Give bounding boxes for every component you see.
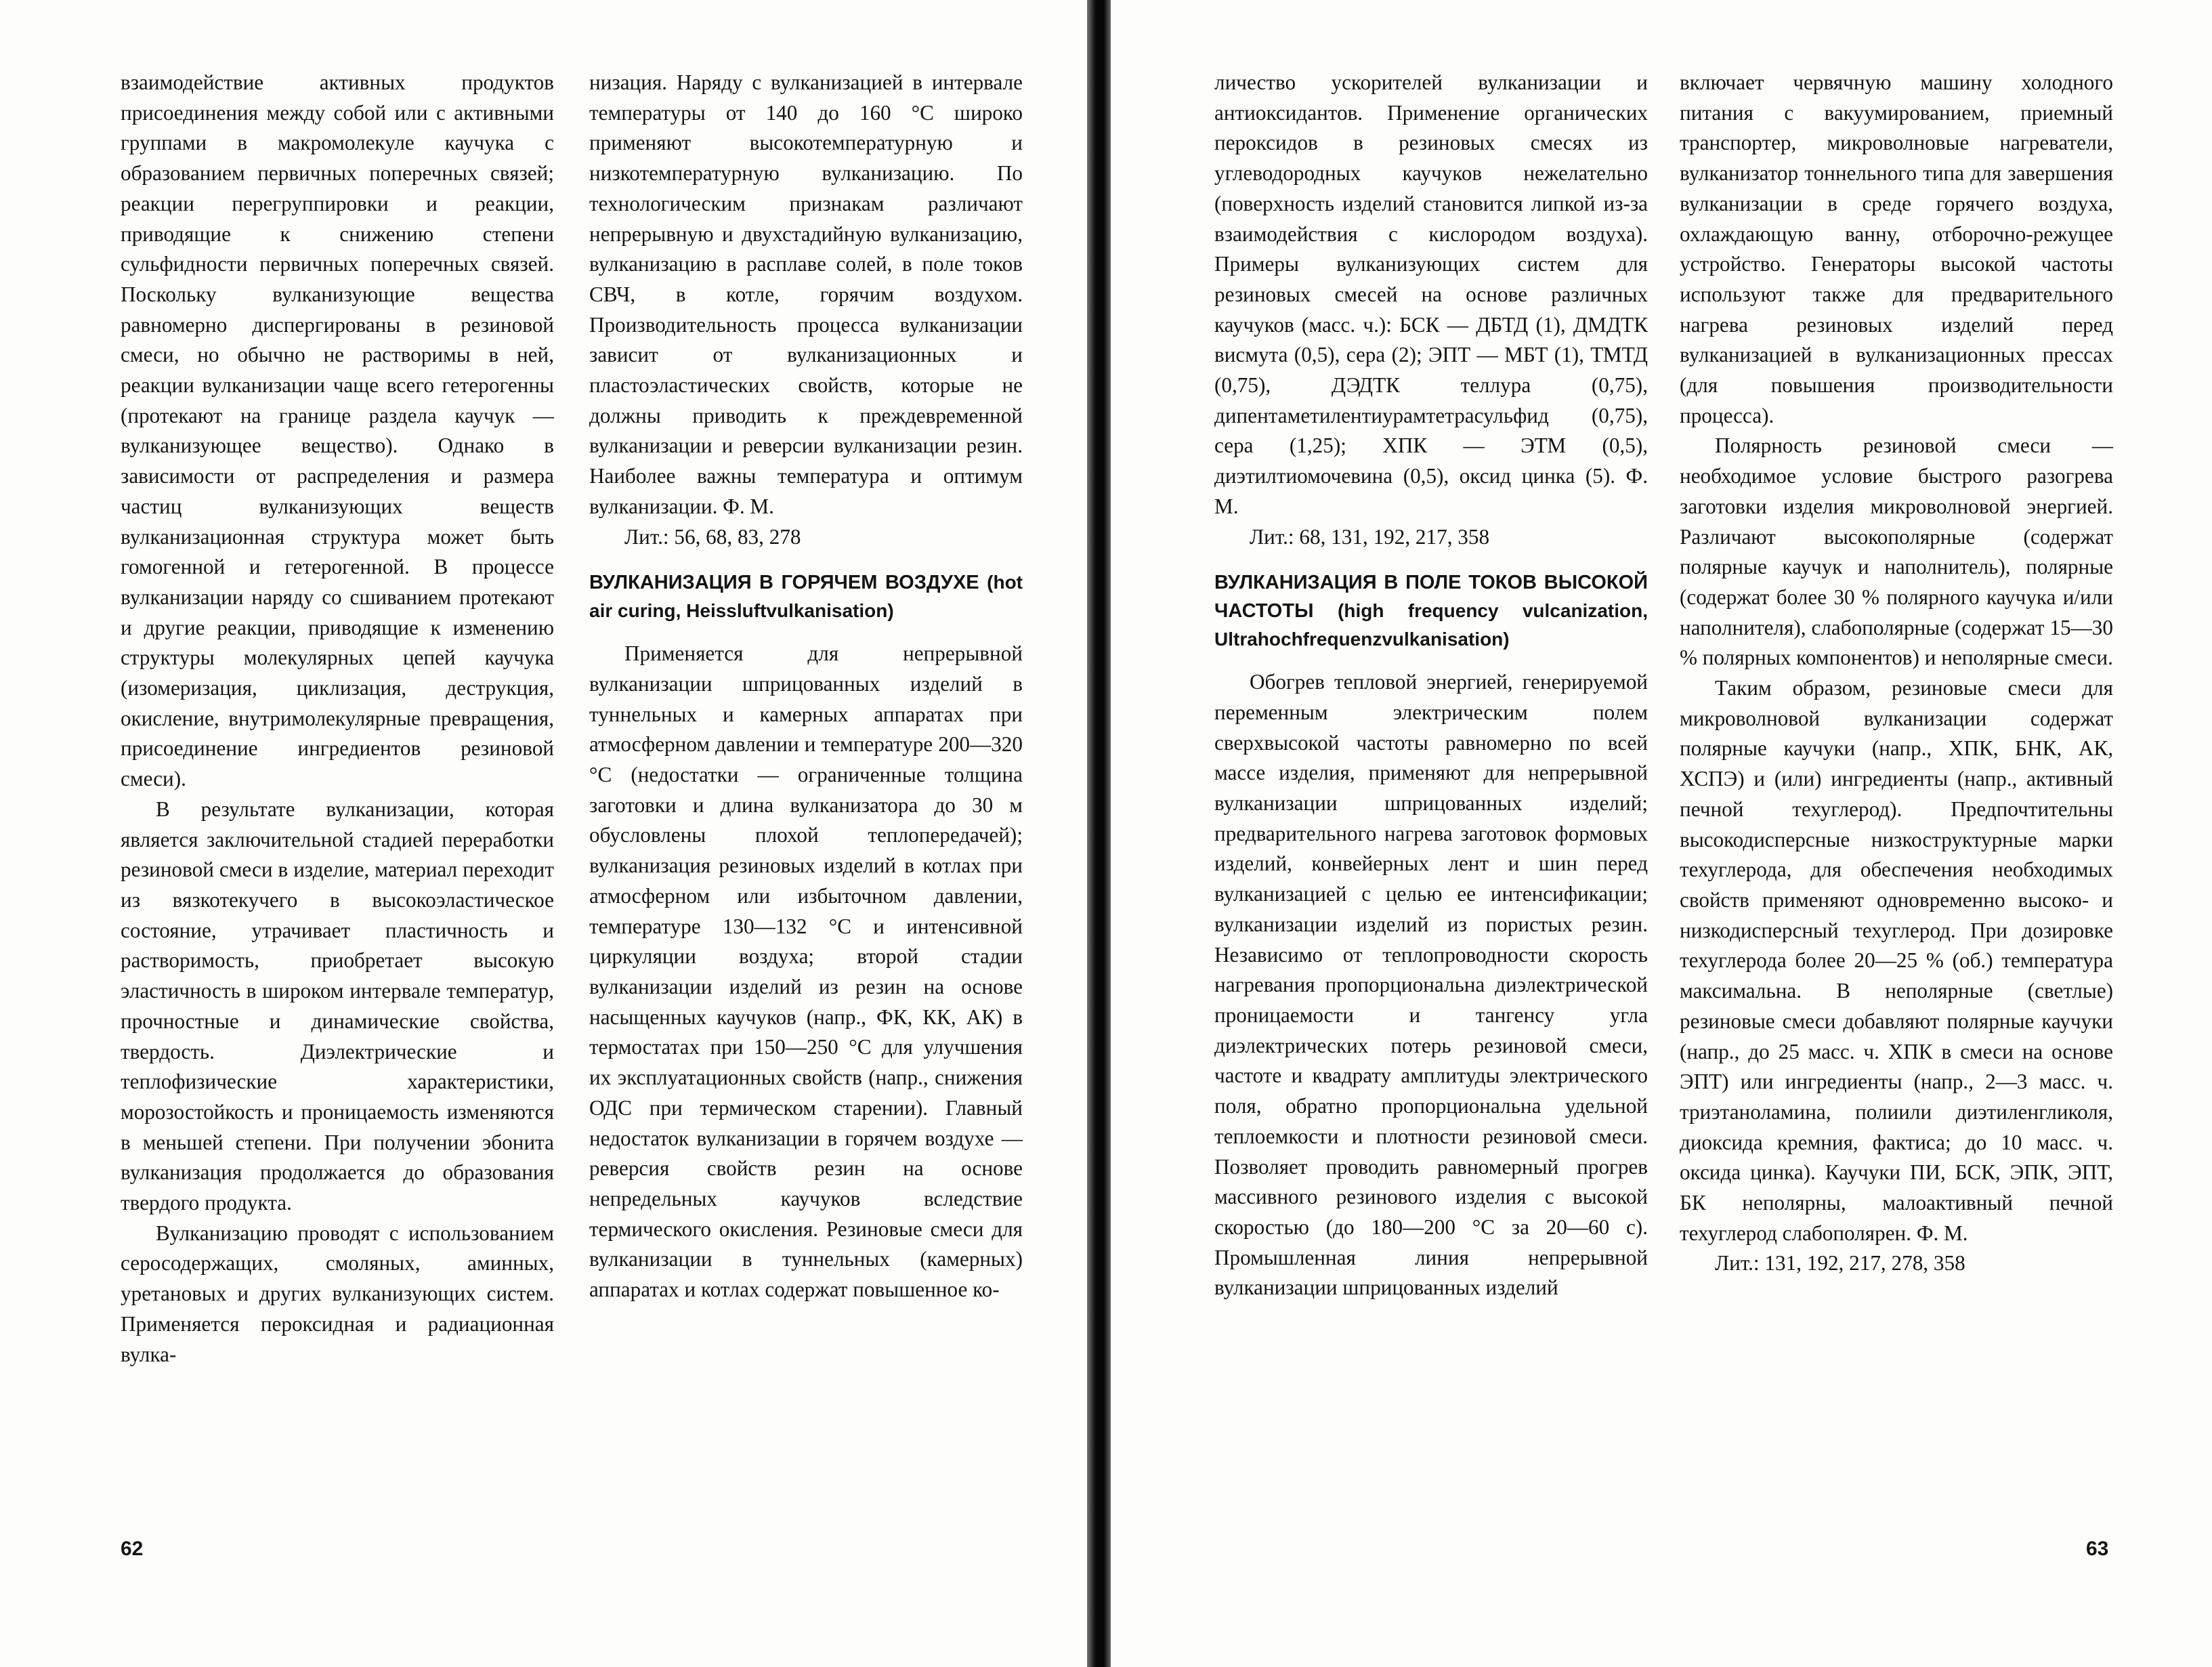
paragraph: личество ускорителей вулканизации и антиоксидантов. Применение органических пероксидов в резиновых смесях из углеводородных каучуков нежелательно (поверхность изделий становится липкой из-за взаимодействия с кислородом воздуха). Примеры вулканизующих систем для резиновых смесей на основе различных каучуков (масс. ч.): БСК — ДБТД (1), ДМДТК висмута (0,5), сера (2); ЭПТ — МБТ (1), ТМТД (0,75), ДЭДТК теллура (0,75), дипентаметилентиурамтетрасульфид (0,75), сера (1,25); ХПК — ЭТМ (0,5), диэтилтиомочевина (0,5), оксид цинка (5). Ф. М. — [1214, 70, 1648, 518]
page-number: 63 — [2086, 1538, 2109, 1560]
paragraph: Полярность резиновой смеси — необходимое условие быстрого разогрева заготовки изделия микроволновой энергией. Различают высокополярные (содержат полярные каучук и наполнитель), полярные (содержат более 30 % полярного каучука и/или наполнителя), слабополярные (содержат 15—30 % полярных компонентов) и неполярные смеси. — [1680, 434, 2113, 670]
entry-heading-translation: (high frequency vulcanization, Ultrahochfrequenzvulkanisation) — [1214, 600, 1648, 650]
paragraph: Вулканизацию проводят с использованием серосодержащих, смоляных, аминных, уретановых и других вулканизующих систем. Применяется пероксидная и радиационная вулка- — [121, 1221, 554, 1366]
entry-heading-translation: (hot air curing, Heissluftvulkanisation) — [589, 572, 1023, 622]
left-page — [0, 0, 1087, 1667]
entry-heading-title: ВУЛКАНИЗАЦИЯ В ГОРЯЧЕМ ВОЗДУХЕ — [589, 572, 979, 594]
paragraph: В результате вулканизации, которая является заключительной стадией переработки резиновой смеси в изделие, материал переходит из вязкотекучего в высокоэластическое состояние, утрачивает пластичность и растворимость, приобретает высокую эластичность в широком интервале температур, прочностные и динамические свойства, твердость. Диэлектрические и теплофизические характеристики, морозостойкость и проницаемость изменяются в меньшей степени. При получении эбонита вулканизация продолжается до образования твердого продукта. — [121, 797, 554, 1215]
paragraph: взаимодействие активных продуктов присоединения между собой или с активными группами в макромолекуле каучука с образованием первичных поперечных связей; реакции перегруппировки и реакции, приводящие к снижению степени сульфидности первичных поперечных связей. Поскольку вулканизующие вещества равномерно диспергированы в резиновой смеси, но обычно не растворимы в ней, реакции вулканизации чаще всего гетерогенны (протекают на границе раздела каучук — вулканизующее вещество). Однако в зависимости от распределения и размера частиц вулканизующих веществ вулканизационная структура может быть гомогенной и гетерогенной. В процессе вулканизации наряду со сшиванием протекают и другие реакции, приводящие к изменению структуры молекулярных цепей каучука (изомеризация, циклизация, деструкция, окисление, внутримолекулярные превращения, присоединение ингредиентов резиновой смеси). — [121, 70, 554, 791]
literature-reference: Лит.: 68, 131, 192, 217, 358 — [1250, 524, 1490, 549]
entry-heading — [1214, 568, 1648, 654]
left-page-column-1 — [121, 68, 554, 1370]
left-page-column-2 — [589, 68, 1023, 1305]
paragraph: низация. Наряду с вулканизацией в интервале температуры от 140 до 160 °С широко применяют высокотемпературную и низкотемпературную вулканизацию. По технологическим признакам различают непрерывную и двухстадийную вулканизацию, вулканизацию в расплаве солей, в поле токов СВЧ, в котле, горячим воздухом. Производительность процесса вулканизации зависит от вулканизационных и пластоэластических свойств, которые не должны приводить к преждевременной вулканизации и реверсии вулканизации резин. Наиболее важны температура и оптимум вулканизации. Ф. М. — [589, 70, 1023, 518]
literature-reference: Лит.: 131, 192, 217, 278, 358 — [1715, 1251, 1965, 1275]
paragraph: включает червячную машину холодного питания с вакуумированием, приемный транспортер, микроволновые нагреватели, вулканизатор тоннельного типа для завершения вулканизации в среде горячего воздуха, охлаждающую ванну, отборочно-режущее устройство. Генераторы высокой частоты используют также для предварительного нагрева резиновых изделий перед вулканизацией в вулканизационных прессах (для повышения производительности процесса). — [1680, 70, 2113, 427]
literature-reference: Лит.: 56, 68, 83, 278 — [624, 524, 801, 549]
right-page-column-1 — [1214, 68, 1648, 1303]
paragraph: Обогрев тепловой энергией, генерируемой переменным электрическим полем сверхвысокой частоты равномерно по всей массе изделия, применяют для непрерывной вулканизации шприцованных изделий; предварительного нагрева заготовок формовых изделий, конвейерных лент и шин перед вулканизацией с целью ее интенсификации; вулканизации изделий из пористых резин. Независимо от теплопроводности скорость нагревания пропорциональна диэлектрической проницаемости и тангенсу угла диэлектрических потерь резиновой смеси, частоте и квадрату амплитуды электрического поля, обратно пропорциональна удельной теплоемкости и плотности резиновой смеси. Позволяет проводить равномерный прогрев массивного резинового изделия с высокой скоростью (до 180—200 °С за 20—60 с). Промышленная линия непрерывной вулканизации шприцованных изделий — [1214, 670, 1648, 1300]
paragraph: Применяется для непрерывной вулканизации шприцованных изделий в туннельных и камерных аппаратах при атмосферном давлении и температуре 200—320 °С (недостатки — ограниченные толщина заготовки и длина вулканизатора до 30 м обусловлены плохой теплопередачей); вулканизация резиновых изделий в котлах при атмосферном или избыточном давлении, температуре 130—132 °С и интенсивной циркуляции воздуха; второй стадии вулканизации изделий из резин на основе насыщенных каучуков (напр., ФК, КК, АК) в термостатах при 150—250 °С для улучшения их эксплуатационных свойств (напр., снижения ОДС при термическом старении). Главный недостаток вулканизации в горячем воздухе — реверсия свойств резин на основе непредельных каучуков вследствие термического окисления. Резиновые смеси для вулканизации в туннельных (камерных) аппаратах и котлах содержат повышенное ко- — [589, 641, 1023, 1302]
paragraph: Таким образом, резиновые смеси для микроволновой вулканизации содержат полярные каучуки (напр., ХПК, БНК, АК, ХСПЭ) и (или) ингредиенты (напр., активный печной техуглерод). Предпочтительны высокодисперсные низкоструктурные марки техуглерода, для обеспечения необходимых свойств применяют одновременно высоко- и низкодисперсный техуглерод. При дозировке техуглерода более 20—25 % (об.) температура максимальна. В неполярные (светлые) резиновые смеси добавляют полярные каучуки (напр., до 25 масс. ч. ХПК в смеси на основе ЭПТ) или ингредиенты (напр., 2—3 масс. ч. триэтаноламина, полиили диэтиленгликоля, диоксида кремния, фактиса; до 10 масс. ч. оксида цинка). Каучуки ПИ, БСК, ЭПК, ЭПТ, БК неполярны, малоактивный печной техуглерод слабополярен. Ф. М. — [1680, 676, 2113, 1245]
entry-heading — [589, 568, 1023, 625]
entry-heading-title: ВУЛКАНИЗАЦИЯ В ПОЛЕ ТОКОВ ВЫСОКОЙ ЧАСТОТЫ — [1214, 572, 1648, 623]
page-number: 62 — [121, 1538, 144, 1560]
right-page — [1111, 0, 2212, 1667]
right-page-column-2 — [1680, 68, 2113, 1279]
book-gutter — [1087, 0, 1111, 1667]
